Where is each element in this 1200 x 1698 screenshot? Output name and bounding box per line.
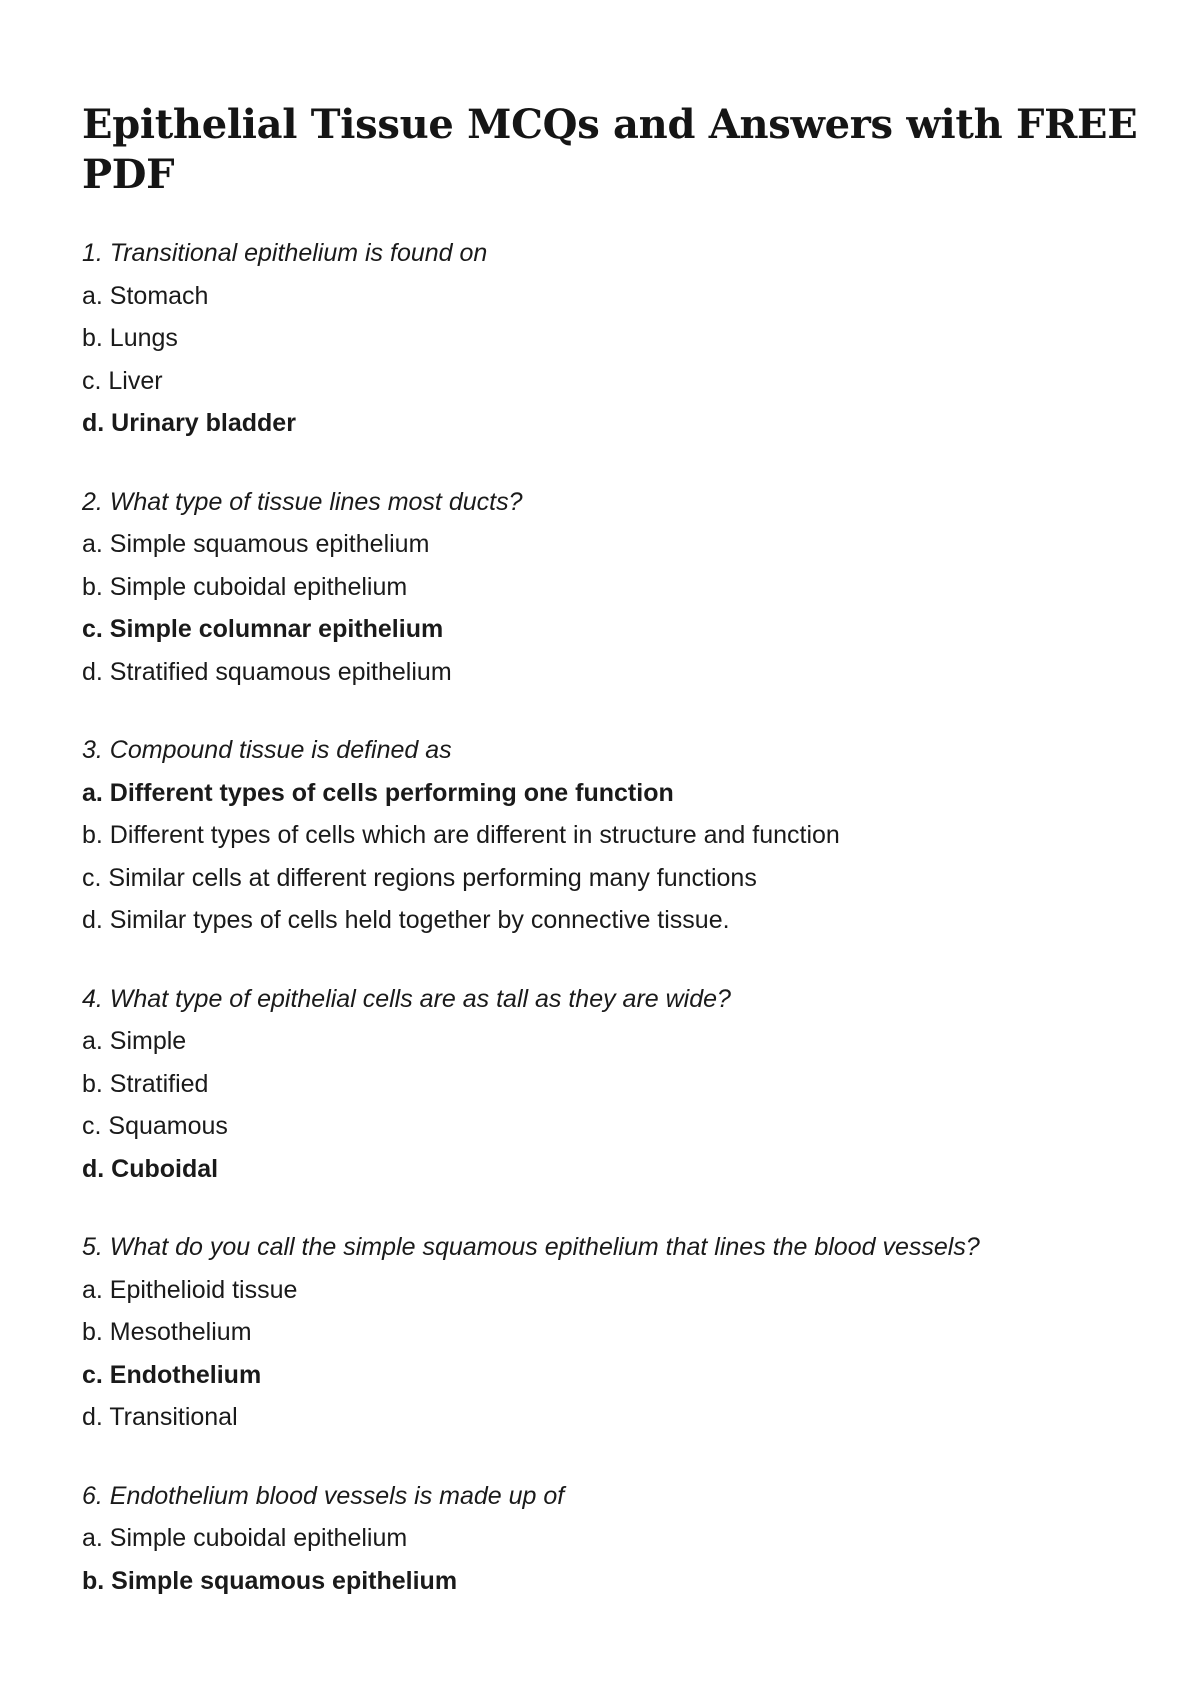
document-page bbox=[82, 100, 1142, 1638]
answer-option: b. Stratified bbox=[82, 1069, 209, 1098]
answer-option: b. Mesothelium bbox=[82, 1318, 252, 1346]
answer-option: c. Squamous bbox=[82, 1112, 228, 1140]
question-text: 5. What do you call the simple squamous epithelium that lines the blood vessels? bbox=[82, 1233, 980, 1261]
answer-option: c. Similar cells at different regions performing many functions bbox=[82, 863, 757, 892]
question-block-2 bbox=[82, 481, 1142, 694]
answer-option: b. Lungs bbox=[82, 324, 178, 352]
answer-option: d. Stratified squamous epithelium bbox=[82, 657, 452, 686]
answer-option: b. Different types of cells which are different in structure and function bbox=[82, 821, 840, 849]
question-text: 4. What type of epithelial cells are as tall as they are wide? bbox=[82, 984, 731, 1013]
question-block-1 bbox=[82, 232, 1142, 445]
question-block-4 bbox=[82, 978, 1142, 1191]
answer-option: d. Transitional bbox=[82, 1403, 238, 1431]
answer-option: a. Stomach bbox=[82, 281, 209, 310]
document-title: Epithelial Tissue MCQs and Answers with FREE PDF bbox=[82, 101, 1138, 198]
question-text: 2. What type of tissue lines most ducts? bbox=[82, 487, 523, 516]
answer-option: b. Simple cuboidal epithelium bbox=[82, 572, 408, 601]
correct-answer-option: d. Urinary bladder bbox=[82, 409, 296, 437]
correct-answer-option: a. Different types of cells performing one function bbox=[82, 778, 674, 807]
question-text: 1. Transitional epithelium is found on bbox=[82, 239, 488, 267]
question-block-3 bbox=[82, 729, 1142, 942]
question-block-6 bbox=[82, 1475, 1142, 1603]
question-text: 3. Compound tissue is defined as bbox=[82, 736, 452, 764]
answer-option: d. Similar types of cells held together by connective tissue. bbox=[82, 906, 730, 934]
correct-answer-option: b. Simple squamous epithelium bbox=[82, 1566, 458, 1595]
answer-option: a. Simple squamous epithelium bbox=[82, 530, 430, 558]
answer-option: c. Liver bbox=[82, 366, 163, 395]
answer-option: a. Simple bbox=[82, 1027, 187, 1055]
answer-option: a. Epithelioid tissue bbox=[82, 1275, 298, 1304]
correct-answer-option: c. Simple columnar epithelium bbox=[82, 615, 444, 643]
answer-option: a. Simple cuboidal epithelium bbox=[82, 1524, 408, 1552]
question-block-5 bbox=[82, 1226, 1142, 1439]
question-text: 6. Endothelium blood vessels is made up of bbox=[82, 1481, 565, 1510]
correct-answer-option: d. Cuboidal bbox=[82, 1154, 219, 1183]
correct-answer-option: c. Endothelium bbox=[82, 1360, 262, 1389]
